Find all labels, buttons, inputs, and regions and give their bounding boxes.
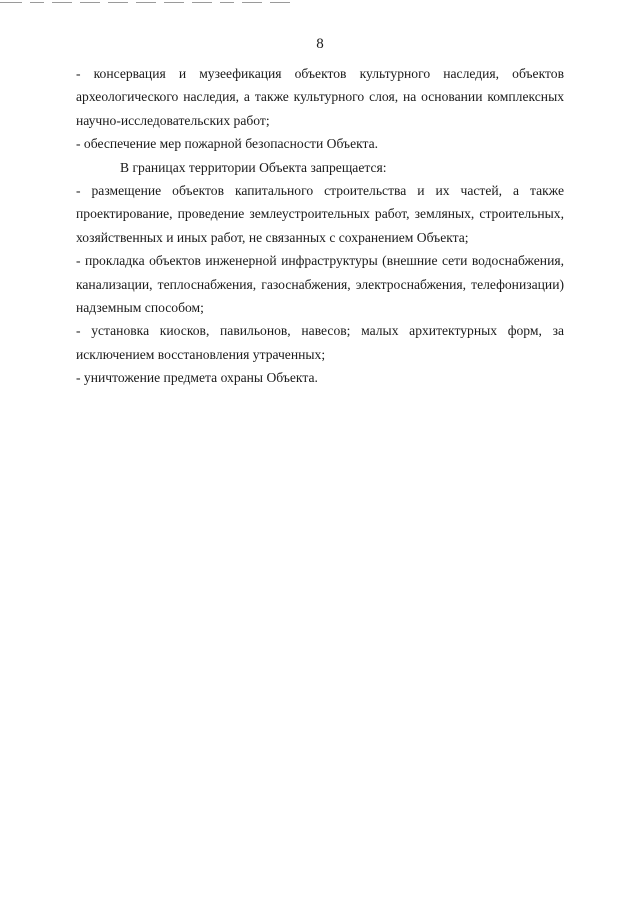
prohibitions-heading: В границах территории Объекта запрещается:: [120, 159, 387, 175]
edge-mark: [192, 2, 212, 3]
edge-mark: [270, 2, 290, 3]
edge-mark: [52, 2, 72, 3]
bullet-kiosks: - установка киосков, павильонов, навесов; малых архитектурных форм, за исключением восстановления утраченных;: [76, 323, 564, 362]
edge-mark: [80, 2, 100, 3]
page-number: 8: [316, 36, 324, 52]
edge-mark: [0, 2, 22, 3]
bullet-capital-construction: - размещение объектов капитального строительства и их частей, а также проектирование, проведение землеустроительных работ, земляных, строительных, хозяйственных и иных работ, не связанных с сохранением Объекта;: [76, 183, 564, 245]
edge-mark: [242, 2, 262, 3]
bullet-protection-subject: - уничтожение предмета охраны Объекта.: [76, 370, 318, 386]
document-body: [76, 62, 564, 390]
bullet-fire-safety: - обеспечение мер пожарной безопасности Объекта.: [76, 136, 379, 152]
edge-mark: [136, 2, 156, 3]
bullet-conservation: - консервация и музеефикация объектов культурного наследия, объектов археологического наследия, а также культурного слоя, на основании комплексных научно-исследовательских работ;: [76, 66, 564, 128]
bullet-infrastructure: - прокладка объектов инженерной инфраструктуры (внешние сети водоснабжения, канализации, теплоснабжения, газоснабжения, электроснабжения, телефонизации) надземным способом;: [76, 253, 564, 316]
edge-mark: [164, 2, 184, 3]
edge-mark: [30, 2, 44, 3]
edge-mark: [220, 2, 234, 3]
top-edge-marks: [0, 0, 320, 8]
edge-mark: [108, 2, 128, 3]
